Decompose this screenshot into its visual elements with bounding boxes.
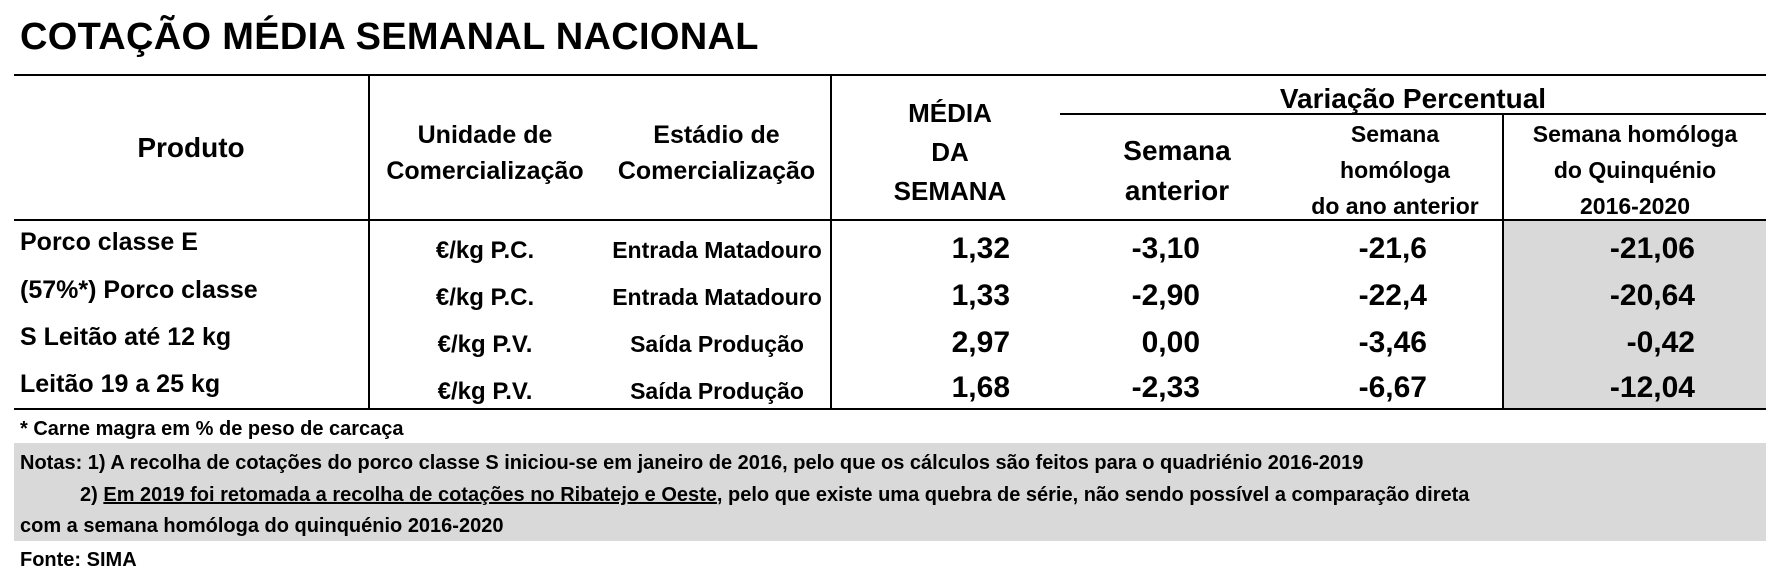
row-1-produto: Porco classe E: [20, 228, 198, 256]
row-4-estadio: Saída Produção: [630, 378, 804, 404]
header-estadio-1: Estádio de: [653, 121, 780, 149]
notes-line-2-rest: , pelo que existe uma quebra de série, não sendo possível a comparação direta: [716, 484, 1470, 506]
header-semana-homologa-1: Semana: [1350, 121, 1440, 147]
row-4-quinquenio: -12,04: [1609, 371, 1695, 404]
header-semana-anterior-2: anterior: [1124, 175, 1230, 206]
row-1-estadio: Entrada Matadouro: [612, 237, 822, 263]
notes-line-2-underlined: Em 2019 foi retomada a recolha de cotações no Ribatejo e Oeste: [103, 484, 717, 506]
notes-line-2: [80, 484, 1469, 507]
row-3-produto: S Leitão até 12 kg: [20, 323, 232, 351]
header-produto: Produto: [137, 132, 245, 163]
notes-line-3: com a semana homóloga do quinquénio 2016-2020: [20, 515, 504, 537]
row-2-anterior: -2,90: [1131, 279, 1200, 312]
row-1-media: 1,32: [951, 232, 1010, 265]
row-2-media: 1,33: [951, 279, 1010, 312]
row-4-unidade: €/kg P.V.: [437, 378, 533, 405]
row-2-unidade: €/kg P.C.: [435, 284, 535, 311]
row-2-produto: (57%*) Porco classe: [20, 276, 258, 304]
row-3-media: 2,97: [951, 326, 1010, 359]
table-top-border: [14, 74, 1766, 76]
header-variacao: Variação Percentual: [1279, 83, 1547, 114]
footnote: * Carne magra em % de peso de carcaça: [20, 418, 404, 440]
row-1-unidade: €/kg P.C.: [435, 237, 535, 264]
row-4-produto: Leitão 19 a 25 kg: [20, 370, 221, 398]
row-4-anterior: -2,33: [1131, 371, 1200, 404]
header-media-1: MÉDIA: [908, 98, 992, 128]
page-title: COTAÇÃO MÉDIA SEMANAL NACIONAL: [20, 16, 759, 58]
header-estadio-2: Comercialização: [617, 157, 816, 185]
row-4-media: 1,68: [951, 371, 1010, 404]
row-2-quinquenio: -20,64: [1609, 279, 1695, 312]
row-3-homologa: -3,46: [1358, 326, 1427, 359]
header-media-2: DA: [931, 137, 969, 167]
row-3-unidade: €/kg P.V.: [437, 331, 533, 358]
row-2-estadio: Entrada Matadouro: [612, 284, 822, 310]
header-media-3: SEMANA: [893, 176, 1007, 206]
header-unidade-2: Comercialização: [386, 157, 584, 185]
row-1-quinquenio: -21,06: [1609, 232, 1695, 265]
header-quinquenio-3: 2016-2020: [1580, 193, 1690, 219]
row-3-anterior: 0,00: [1141, 326, 1200, 359]
row-2-homologa: -22,4: [1358, 279, 1427, 312]
row-3-estadio: Saída Produção: [630, 331, 804, 357]
header-semana-anterior-1: Semana: [1123, 135, 1231, 166]
row-4-homologa: -6,67: [1358, 371, 1427, 404]
header-unidade-1: Unidade de: [417, 121, 553, 149]
header-semana-homologa-3: do ano anterior: [1311, 193, 1479, 219]
row-3-quinquenio: -0,42: [1626, 326, 1695, 359]
header-semana-homologa-2: homóloga: [1340, 157, 1450, 183]
row-1-anterior: -3,10: [1131, 232, 1200, 265]
notes-line-1: Notas: 1) A recolha de cotações do porco classe S iniciou-se em janeiro de 2016, pelo que os cálculos são feitos para o quadriénio 2016-2019: [20, 452, 1364, 474]
header-quinquenio-1: Semana homóloga: [1532, 121, 1738, 147]
notes-line-2-prefix: 2): [80, 484, 98, 506]
header-quinquenio-2: do Quinquénio: [1553, 157, 1717, 183]
row-1-homologa: -21,6: [1358, 232, 1427, 265]
source: Fonte: SIMA: [20, 549, 137, 571]
